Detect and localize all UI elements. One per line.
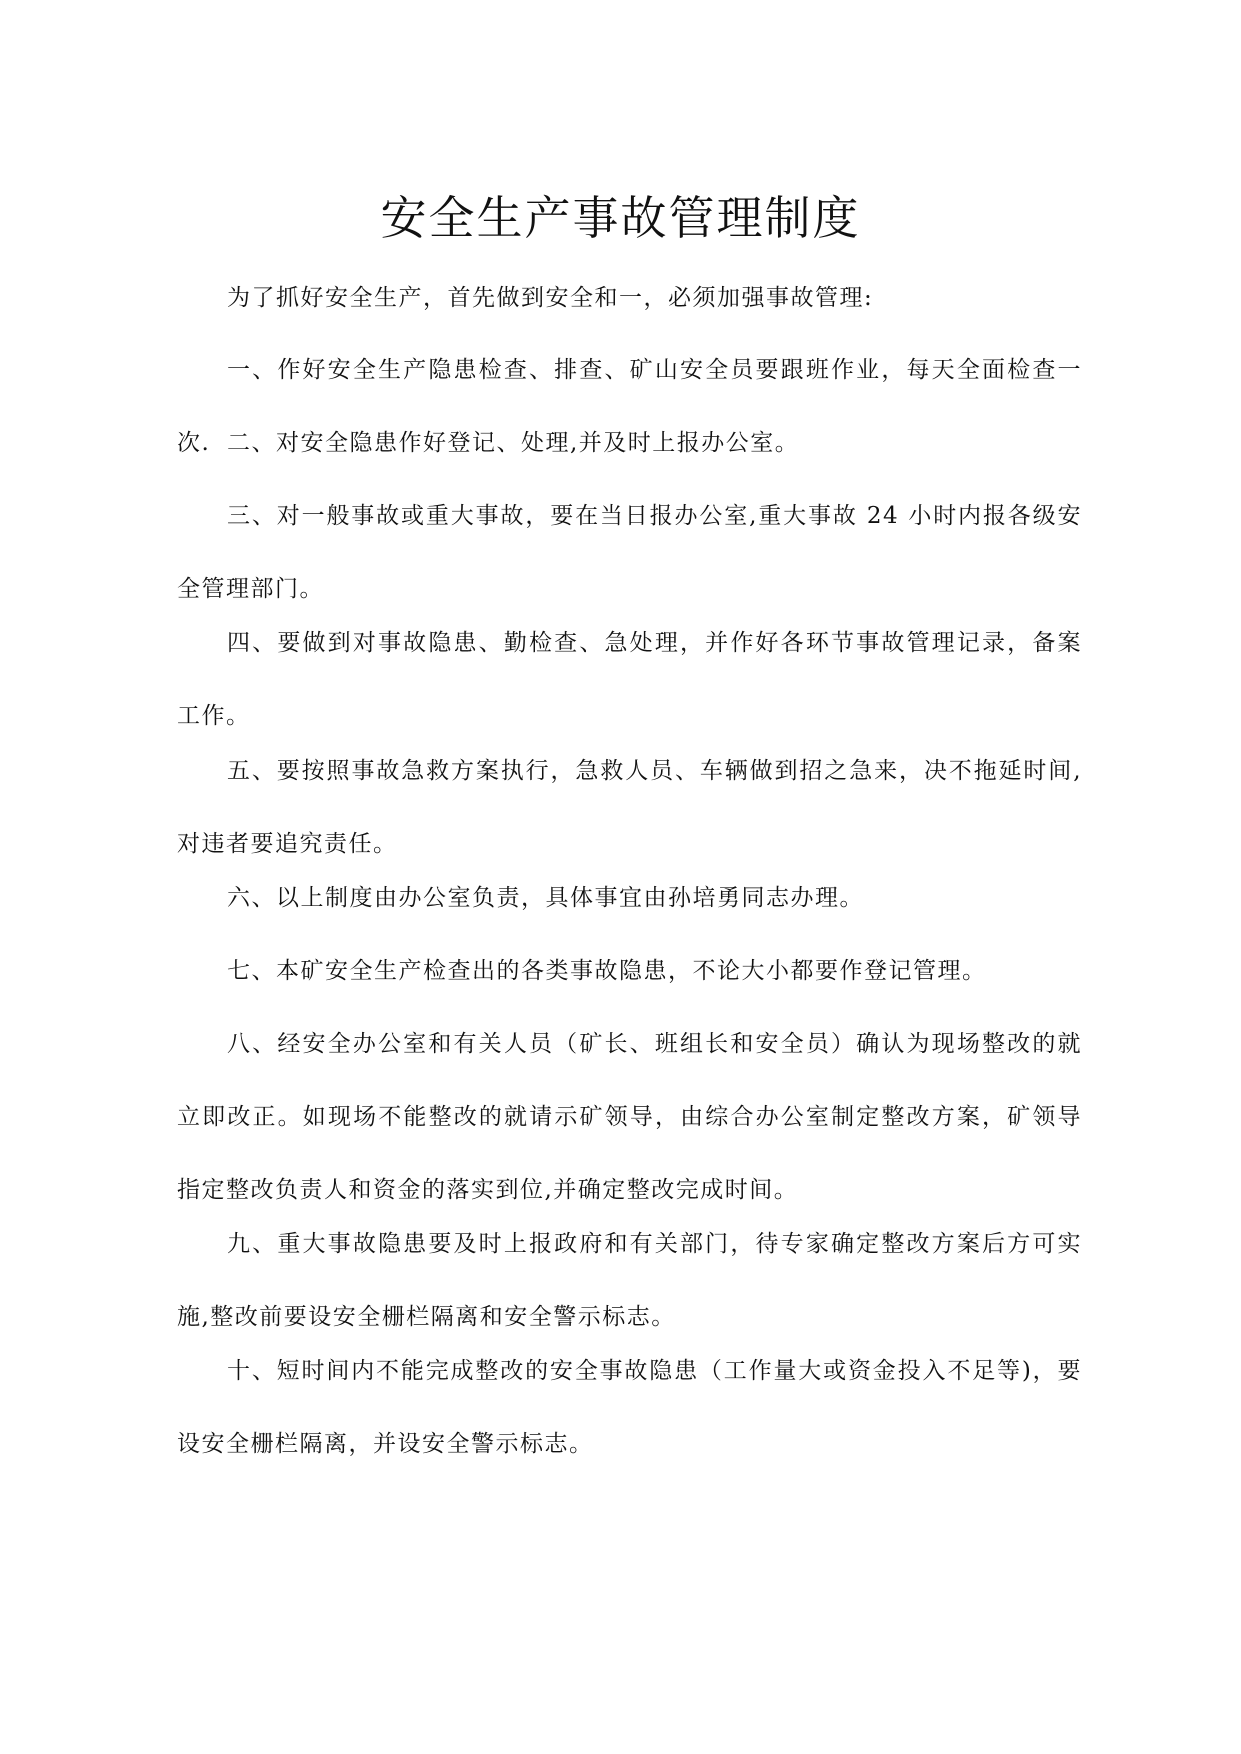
rule-item-5: 五、要按照事故急救方案执行，急救人员、车辆做到招之急来，决不拖延时间,对违者要追究责任。 bbox=[177, 758, 1082, 857]
rule-item-10: 十、短时间内不能完成整改的安全事故隐患（工作量大或资金投入不足等)，要设安全栅栏隔离，并设安全警示标志。 bbox=[177, 1358, 1082, 1457]
rule-item-3: 三、对一般事故或重大事故，要在当日报办公室,重大事故 24 小时内报各级安全管理部门。 bbox=[177, 503, 1082, 602]
intro-paragraph: 为了抓好安全生产，首先做到安全和一，必须加强事故管理: bbox=[227, 285, 874, 311]
document-title: 安全生产事故管理制度 bbox=[380, 191, 861, 245]
rule-item-1: 一、作好安全生产隐患检查、排查、矿山安全员要跟班作业，每天全面检查一次. bbox=[177, 357, 1082, 456]
rule-item-7: 七、本矿安全生产检查出的各类事故隐患，不论大小都要作登记管理。 bbox=[227, 958, 987, 984]
rule-item-9: 九、重大事故隐患要及时上报政府和有关部门，待专家确定整改方案后方可实施,整改前要设安全栅栏隔离和安全警示标志。 bbox=[177, 1231, 1082, 1330]
rule-item-6: 六、以上制度由办公室负责，具体事宜由孙培勇同志办理。 bbox=[227, 885, 864, 911]
rule-item-2: 二、对安全隐患作好登记、处理,并及时上报办公室。 bbox=[227, 430, 800, 456]
rule-item-4: 四、要做到对事故隐患、勤检查、急处理，并作好各环节事故管理记录，备案工作。 bbox=[177, 630, 1082, 729]
rule-item-8: 八、经安全办公室和有关人员（矿长、班组长和安全员）确认为现场整改的就立即改正。如现场不能整改的就请示矿领导，由综合办公室制定整改方案，矿领导指定整改负责人和资金的落实到位,并确定整改完成时间。 bbox=[177, 1031, 1082, 1203]
